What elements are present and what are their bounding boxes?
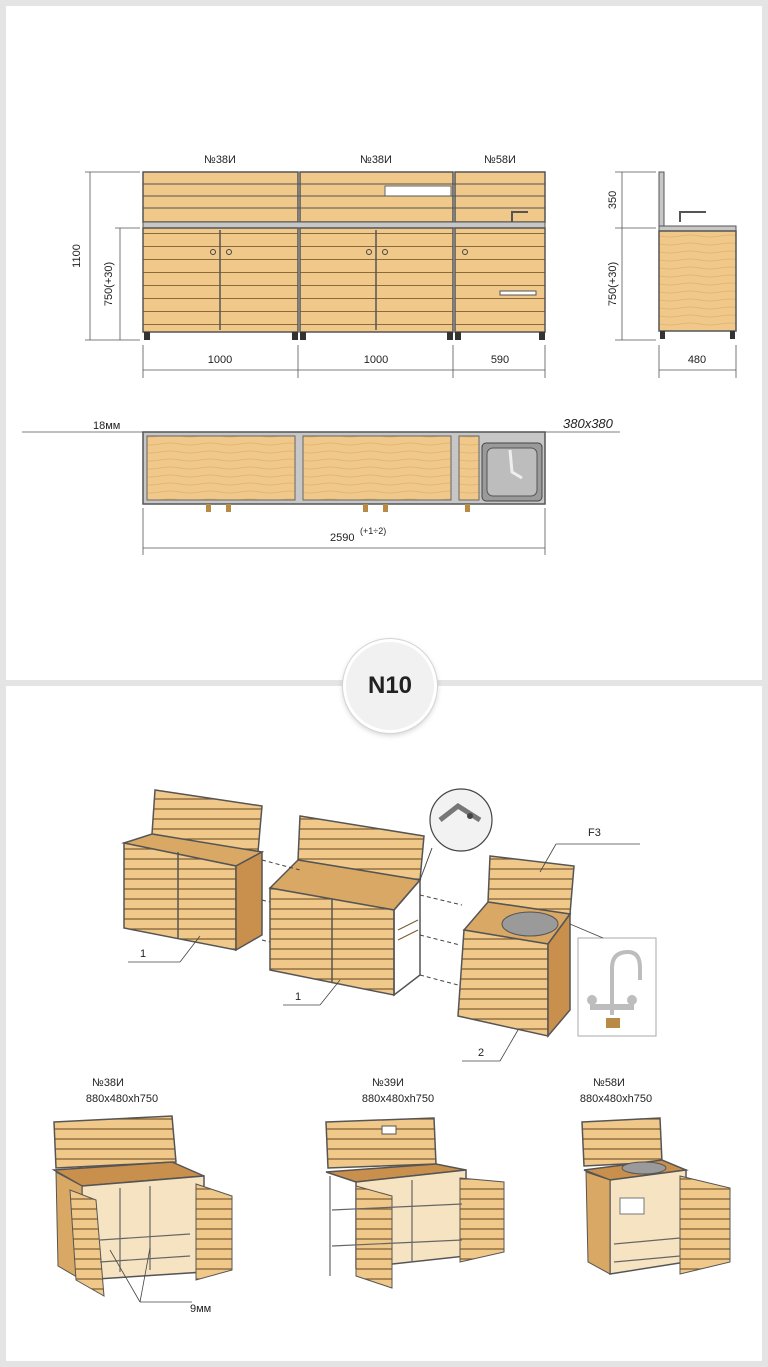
assembly-cabinet-c (458, 856, 574, 1036)
module-label-1: №38И (204, 154, 236, 166)
callout-2: 2 (478, 1047, 485, 1059)
side-faucet-icon (680, 212, 706, 222)
module-label-2: №38И (360, 154, 392, 166)
top-view (22, 416, 620, 555)
assembly-sink-icon (502, 912, 558, 936)
callout-1a: 1 (140, 948, 147, 960)
module-code-39: №39И (372, 1077, 404, 1089)
module-card-39 (326, 1077, 504, 1288)
callout-1b: 1 (295, 991, 302, 1003)
module-label-3: №58И (484, 154, 516, 166)
module-size-38: 880x480xh750 (85, 1093, 159, 1105)
dim-width-2: 1000 (363, 354, 389, 366)
base-cabinet-3 (455, 228, 545, 332)
dim-side-base: 750(+30) (607, 261, 619, 307)
fastener-label: F3 (588, 827, 601, 839)
assembly-cabinet-a (124, 790, 262, 950)
assembly-cabinet-b (270, 816, 424, 995)
cutout-slot (500, 291, 536, 295)
dim-width-1: 1000 (207, 354, 233, 366)
module-code-58: №58И (593, 1077, 625, 1089)
module-card-38 (54, 1077, 232, 1315)
dim-side-top: 350 (607, 190, 619, 210)
dim-total-tolerance: (+1÷2) (360, 526, 387, 536)
backsplash-2 (300, 172, 453, 222)
top-board-1 (147, 436, 295, 500)
backsplash-3 (455, 172, 545, 222)
dim-depth: 480 (687, 354, 707, 366)
top-board-3 (459, 436, 479, 500)
side-view (607, 172, 736, 378)
assembly-view (124, 789, 656, 1061)
module-size-39: 880x480xh750 (361, 1093, 435, 1105)
module-sink-icon (622, 1162, 666, 1174)
front-view (71, 154, 545, 378)
module-card-58 (580, 1077, 730, 1274)
board-thickness-label: 18мм (93, 420, 121, 432)
shelf-label: 9мм (190, 1303, 212, 1315)
dim-width-3: 590 (490, 354, 510, 366)
side-cabinet (659, 231, 736, 331)
side-backsplash (659, 172, 664, 228)
backsplash-gap (385, 186, 451, 196)
module-size-58: 880x480xh750 (579, 1093, 653, 1105)
countertop-edge (143, 222, 545, 228)
top-board-2 (303, 436, 451, 500)
dim-total-width: 2590 (330, 532, 355, 544)
dim-height-base: 750(+30) (103, 261, 115, 307)
detail-magnifier (430, 789, 492, 851)
backsplash-1 (143, 172, 298, 222)
dim-height-total: 1100 (71, 244, 83, 268)
sink-size-label: 380x380 (563, 416, 613, 431)
module-code-38: №38И (92, 1077, 124, 1089)
model-badge: N10 (343, 639, 437, 733)
